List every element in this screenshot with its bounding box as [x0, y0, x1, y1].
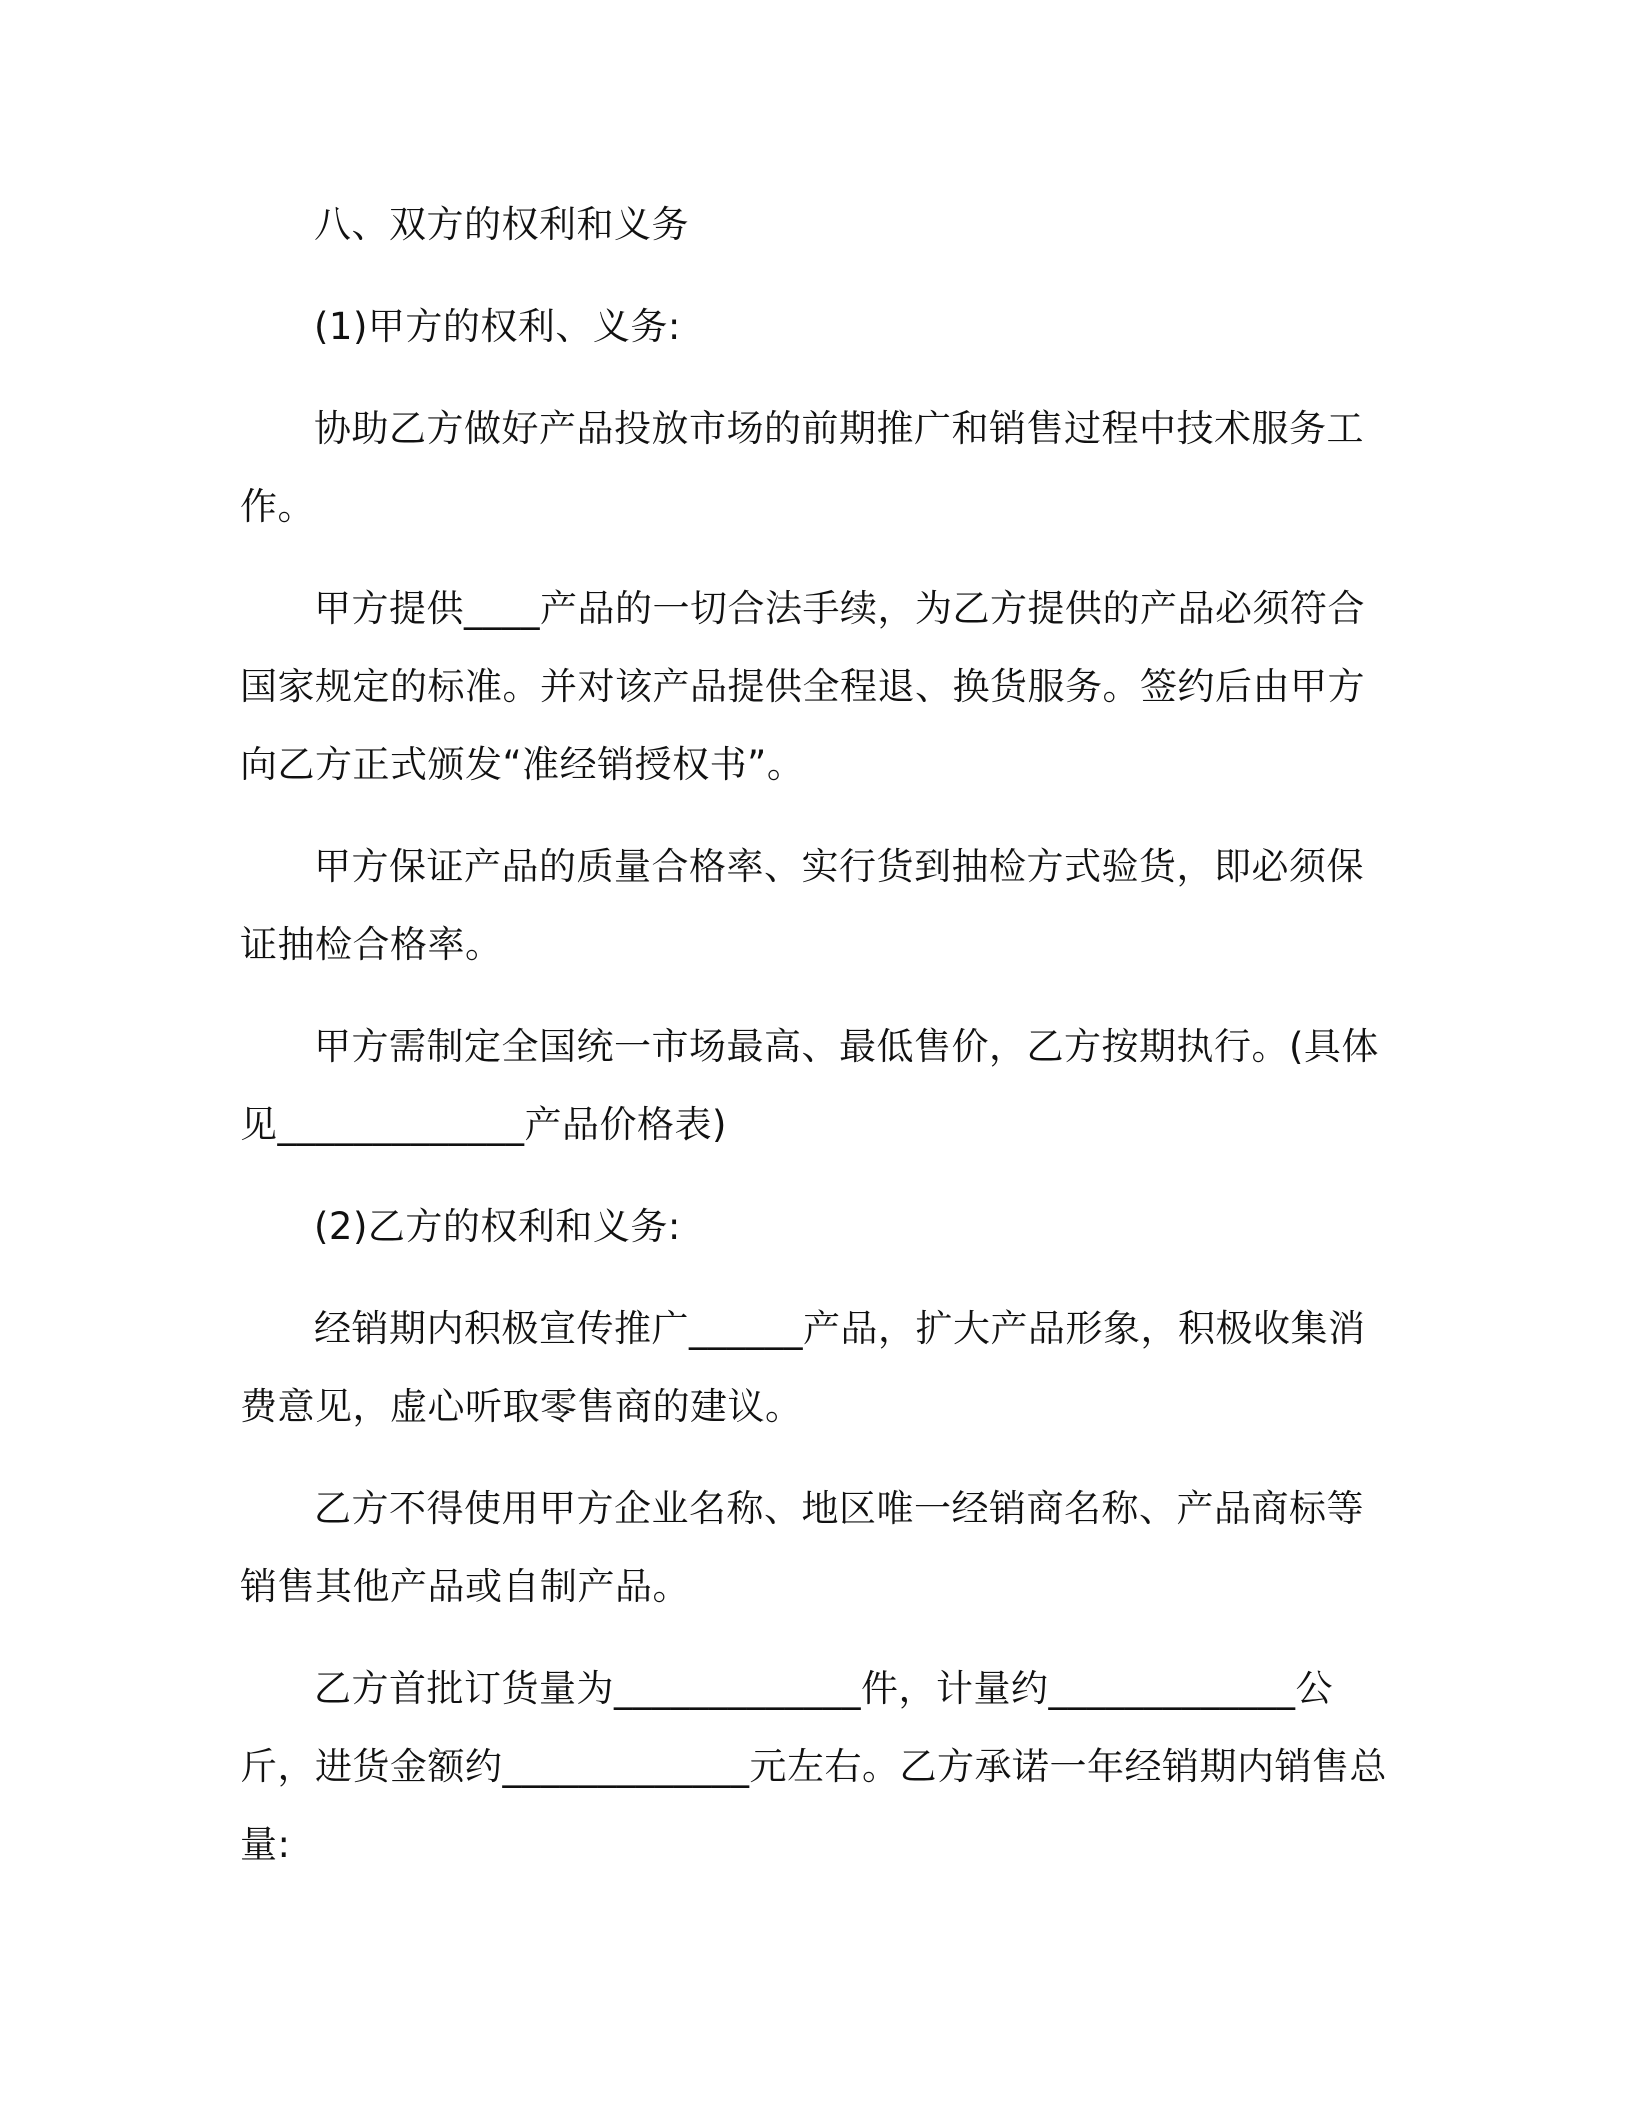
paragraph-party-a-assist: 协助乙方做好产品投放市场的前期推广和销售过程中技术服务工作。 — [240, 407, 1364, 528]
section-heading: 八、双方的权利和义务 — [314, 203, 689, 246]
paragraph-party-b-restriction: 乙方不得使用甲方企业名称、地区唯一经销商名称、产品商标等销售其他产品或自制产品。 — [240, 1487, 1364, 1608]
document-body — [240, 186, 1390, 1908]
paragraph-party-a-pricing: 甲方需制定全国统一市场最高、最低售价，乙方按期执行。(具体见_____________产品价格表) — [240, 1025, 1379, 1146]
paragraph-party-a-provide: 甲方提供____产品的一切合法手续，为乙方提供的产品必须符合国家规定的标准。并对该产品提供全程退、换货服务。签约后由甲方向乙方正式颁发“准经销授权书”。 — [240, 587, 1365, 786]
paragraph-party-b-promote: 经销期内积极宣传推广______产品，扩大产品形象，积极收集消费意见，虚心听取零售商的建议。 — [240, 1307, 1366, 1428]
paragraph-party-a-quality: 甲方保证产品的质量合格率、实行货到抽检方式验货，即必须保证抽检合格率。 — [240, 845, 1364, 966]
paragraph-party-b-order: 乙方首批订货量为_____________件，计量约_____________公斤，进货金额约_____________元左右。乙方承诺一年经销期内销售总量: — [240, 1667, 1387, 1866]
subsection-heading-party-b: (2)乙方的权利和义务: — [314, 1205, 681, 1248]
subsection-heading-party-a: (1)甲方的权利、义务: — [314, 305, 681, 348]
